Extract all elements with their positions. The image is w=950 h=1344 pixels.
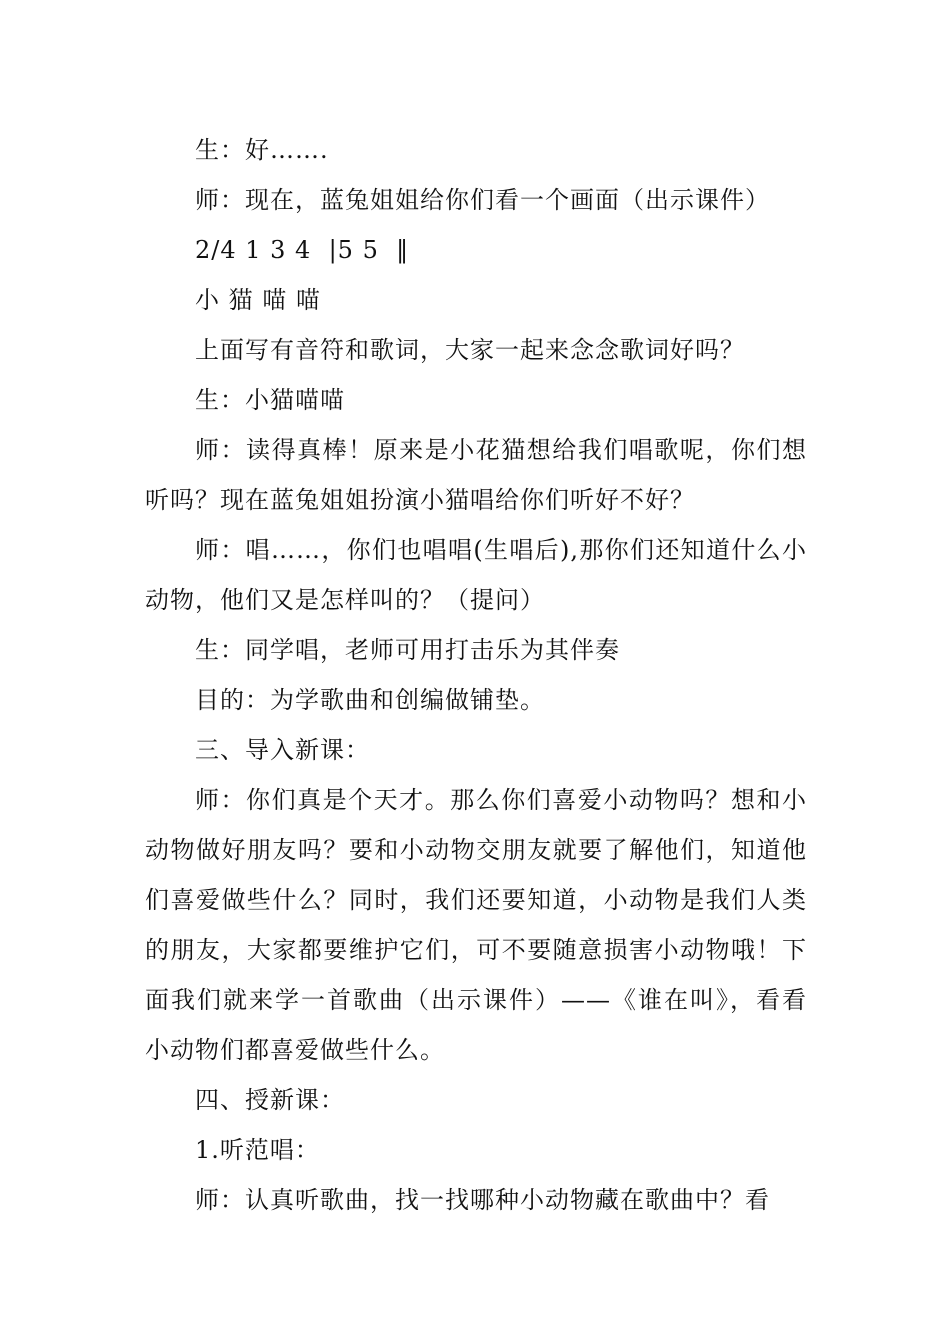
paragraph-read-lyrics: 上面写有音符和歌词，大家一起来念念歌词好吗？	[195, 336, 745, 364]
paragraph-purpose: 目的：为学歌曲和创编做铺垫。	[195, 686, 545, 714]
document-body	[145, 125, 807, 1225]
paragraph-music-notation: 2/4 1 3 4 |5 5 ‖	[195, 236, 410, 264]
paragraph-introduction: 师：你们真是个天才。那么你们喜爱小动物吗？想和小动物做好朋友吗？要和小动物交朋友就要了解他们，知道他们喜爱做些什么？同时，我们还要知道，小动物是我们人类的朋友，大家都要维护它们，可不要随意损害小动物哦！下面我们就来学一首歌曲（出示课件）——《谁在叫》，看看小动物们都喜爱做些什么。	[145, 786, 807, 1064]
heading-section-three: 三、导入新课：	[195, 736, 370, 764]
heading-listen-demo: 1.听范唱：	[195, 1136, 320, 1164]
paragraph-teacher-show-slide: 师：现在，蓝兔姐姐给你们看一个画面（出示课件）	[195, 186, 770, 214]
paragraph-teacher-listen: 师：认真听歌曲，找一找哪种小动物藏在歌曲中？看	[195, 1186, 770, 1214]
paragraph-student-reply-1: 生：好…….	[195, 136, 329, 164]
heading-section-four: 四、授新课：	[195, 1086, 345, 1114]
paragraph-teacher-praise: 师：读得真棒！原来是小花猫想给我们唱歌呢，你们想听吗？现在蓝兔姐姐扮演小猫唱给你们听好不好？	[145, 436, 807, 514]
paragraph-student-reply-2: 生：小猫喵喵	[195, 386, 345, 414]
paragraph-teacher-sing: 师：唱……，你们也唱唱(生唱后),那你们还知道什么小动物，他们又是怎样叫的？（提问）	[145, 536, 807, 614]
paragraph-student-sing: 生：同学唱，老师可用打击乐为其伴奏	[195, 636, 620, 664]
paragraph-lyrics: 小 猫 喵 喵	[195, 286, 321, 314]
